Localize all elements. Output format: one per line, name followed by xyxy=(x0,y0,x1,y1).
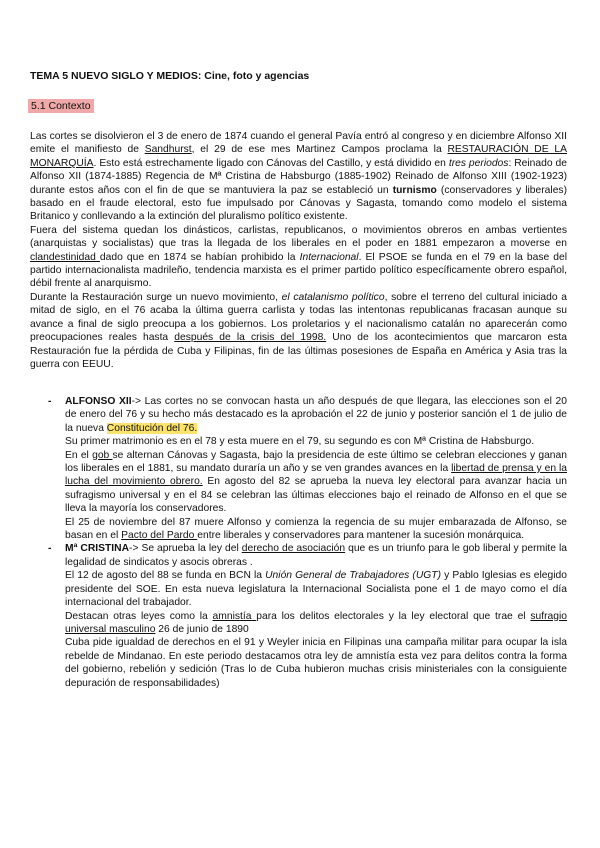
highlighted-text: Constitución del 76. xyxy=(106,422,198,434)
intro-paragraphs xyxy=(30,130,567,371)
bullet: - xyxy=(48,543,52,555)
paragraph: Mª CRISTINA-> Se aprueba la ley del derecho de asociación que es un triunfo para le gob liberal y permite la legalidad de sindicatos y asocis obreras . xyxy=(65,543,567,568)
reign-list xyxy=(30,395,567,690)
page-title: TEMA 5 NUEVO SIGLO Y MEDIOS: Cine, foto y agencias xyxy=(30,70,310,82)
paragraph: Cuba pide igualdad de derechos en el 91 y Weyler inicia en Filipinas una campaña militar para ocupar la isla rebelde de Mindanao. En este periodo destacamos otra ley de amnistía esta vez para delitos contra la forma del gobierno, rebelión y sedición (Tras lo de Cuba hubieron muchas crisis ministeriales con la consiguiente depuración de responsabilidades) xyxy=(65,637,567,689)
paragraph: ALFONSO XII-> Las cortes no se convocan hasta un año después de que llegara, las elecciones son el 20 de enero del 76 y su hecho más destacado es la aprobación el 22 de junio y posterior sanción el 1 de julio de la nueva Constitución del 76. xyxy=(65,396,567,434)
list-item-cristina xyxy=(30,542,567,689)
paragraph: Su primer matrimonio es en el 78 y esta muere en el 79, su segundo es con Mª Cristina de Habsburgo. xyxy=(65,436,535,448)
list-item-alfonso xyxy=(30,395,567,542)
paragraph: Fuera del sistema quedan los dinásticos, carlistas, republicanos, o movimientos obreros en ambas vertientes (anarquistas y socialistas) que tras la llegada de los liberales en el poder en 1881 empezaron a moverse en clandestinidad dado que en 1874 se habían prohibido la Internacional. El PSOE se funda en el 79 en la base del partido internacionalista madrileño, tendencia marxista es el primer partido político específicamente obrero español, débil frente al anarquismo. xyxy=(30,224,567,290)
paragraph: Destacan otras leyes como la amnistía para los delitos electorales y la ley electoral que trae el sufragio universal masculino 26 de junio de 1890 xyxy=(65,610,568,635)
paragraph: Las cortes se disolvieron el 3 de enero de 1874 cuando el general Pavía entró al congreso y en diciembre Alfonso XII emite el manifiesto de Sandhurst, el 29 de ese mes Martinez Campos proclama la RESTAURACIÓN DE LA MONARQUÍA. Esto está estrechamente ligado con Cánovas del Castillo, y está dividido en tres periodos: Reinado de Alfonso XII (1874-1885) Regencia de Mª Cristina de Habsburgo (1885-1902) Reinado de Alfonso XIII (1902-1923) durante estos años con el fin de que se mantuviera la paz se estableció un turnismo (conservadores y liberales) basado en el fraude electoral, esto fue impulsado por Cánovas y Sagasta, tomando como modelo el sistema Britanico y conllevando a la extinción del pluralismo político existente. xyxy=(30,131,567,223)
paragraph: El 25 de noviembre del 87 muere Alfonso y comienza la regencia de su mujer embarazada de Alfonso, se basan en el Pacto del Pardo entre liberales y conservadores para mantener la sucesión monárquica. xyxy=(65,516,567,542)
paragraph: En el gob se alternan Cánovas y Sagasta, bajo la presidencia de este último se celebran elecciones y ganan los liberales en el 1881, su mandato duraría un año y se ven grandes avances en la libertad de prensa y en la lucha del movimiento obrero. En agosto del 82 se aprueba la nueva ley electoral para avanzar hacia un sufragismo universal y en el 84 se celebran las últimas elecciones bajo el reinado de Alfonso en el que se lleva la mayoría los conservadores. xyxy=(65,449,567,515)
section-heading: 5.1 Contexto xyxy=(28,99,94,113)
paragraph: Durante la Restauración surge un nuevo movimiento, el catalanismo político, sobre el terreno del cultural iniciado a mitad de siglo, en el 76 acaba la última guerra carlista y todas las intentonas republicanas fracasan aunque su avance a final de siglo preocupa a los gobiernos. Los proletarios y el nacionalismo catalán no aparecerán como preocupaciones reales hasta después de la crisis del 1998. Uno de los acontecimientos que marcaron esta Restauración fue la pérdida de Cuba y Filipinas, fin de las últimas posesiones de España en América y Asia tras la guerra con EEUU. xyxy=(30,291,567,370)
bullet: - xyxy=(48,396,52,407)
paragraph: El 12 de agosto del 88 se funda en BCN la Unión General de Trabajadores (UGT) y Pablo Iglesias es elegido presidente del SOE. En esta nueva legislatura la Internacional Socialista pone el 1 de mayo como el día internacional del trabajador. xyxy=(65,570,567,609)
